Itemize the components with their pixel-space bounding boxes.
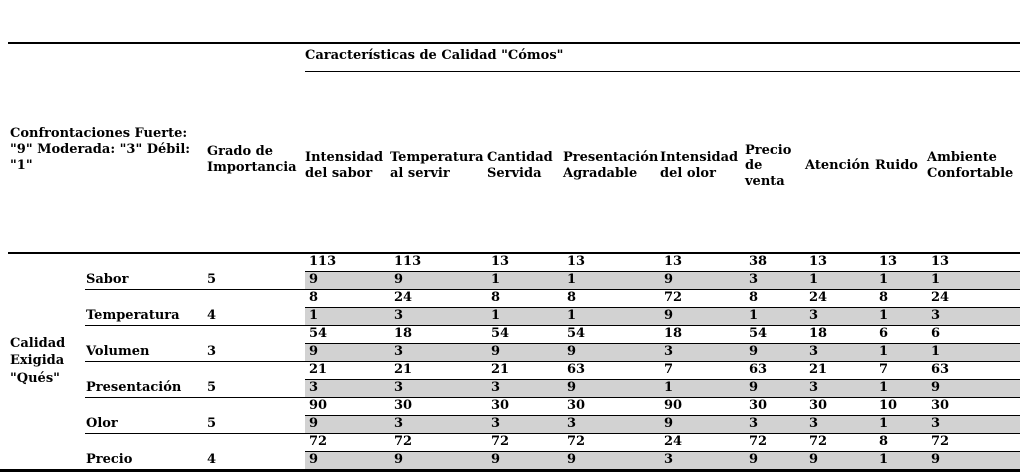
relation-value-cell: 3 — [491, 416, 501, 431]
relation-value-cell: 3 — [491, 380, 501, 395]
legend-text: Confrontaciones Fuerte: "9" Moderada: "3" Débil: "1" — [10, 125, 191, 174]
relation-value-cell: 9 — [309, 272, 319, 287]
relation-value-cell: 3 — [394, 416, 404, 431]
relation-value-cell: 1 — [567, 272, 577, 287]
column-header: Precio de venta — [745, 142, 792, 189]
relation-value-cell: 3 — [394, 380, 404, 395]
weighted-value-cell: 21 — [491, 362, 510, 377]
row-label: Volumen — [86, 344, 150, 359]
weighted-value-cell: 63 — [749, 362, 768, 377]
row-label: Precio — [86, 452, 133, 467]
relation-value-cell: 9 — [664, 272, 674, 287]
subrow-divider — [305, 451, 1020, 452]
relation-value-cell: 1 — [879, 452, 889, 467]
weighted-value-cell: 21 — [309, 362, 328, 377]
weighted-value-cell: 90 — [309, 398, 328, 413]
relation-value-cell: 1 — [879, 380, 889, 395]
title-underline — [305, 71, 1020, 72]
weighted-value-cell: 30 — [809, 398, 828, 413]
weighted-value-cell: 72 — [567, 434, 586, 449]
column-header: Cantidad Servida — [487, 150, 553, 181]
relation-value-cell: 3 — [931, 308, 941, 323]
importance-value: 3 — [207, 344, 217, 359]
weighted-value-cell: 72 — [394, 434, 413, 449]
importance-header — [207, 104, 302, 216]
weighted-value-cell: 30 — [567, 398, 586, 413]
weighted-value-cell: 30 — [491, 398, 510, 413]
weighted-value-cell: 72 — [931, 434, 950, 449]
relation-value-cell: 1 — [567, 308, 577, 323]
relation-value-cell: 9 — [394, 272, 404, 287]
weighted-value-cell: 18 — [394, 326, 413, 341]
relation-value-cell: 1 — [879, 344, 889, 359]
relation-value-cell: 1 — [879, 416, 889, 431]
column-header: Ambiente Confortable — [927, 150, 1014, 181]
relation-value-cell: 3 — [394, 344, 404, 359]
relation-value-cell: 9 — [931, 452, 941, 467]
weighted-value-cell: 30 — [931, 398, 950, 413]
column-header: Intensidad del sabor — [305, 150, 384, 181]
weighted-value-cell: 18 — [664, 326, 683, 341]
relation-value-cell: 1 — [491, 272, 501, 287]
weighted-value-cell: 24 — [664, 434, 683, 449]
relation-value-cell: 3 — [664, 452, 674, 467]
weighted-value-cell: 24 — [809, 290, 828, 305]
weighted-value-cell: 8 — [567, 290, 577, 305]
relation-value-cell: 9 — [931, 380, 941, 395]
relation-value-cell: 3 — [931, 416, 941, 431]
weighted-value-cell: 6 — [931, 326, 941, 341]
relation-value-cell: 3 — [809, 344, 819, 359]
relation-value-cell: 1 — [309, 308, 319, 323]
relation-value-cell: 9 — [567, 452, 577, 467]
relation-value-cell: 3 — [664, 344, 674, 359]
quality-characteristics-header: Características de Calidad "Cómos" — [305, 48, 564, 63]
weighted-value-cell: 54 — [567, 326, 586, 341]
importance-header-text: Grado de Importancia — [207, 143, 297, 175]
column-header: Atención — [805, 158, 870, 174]
relation-value-cell: 1 — [809, 272, 819, 287]
weighted-value-cell: 10 — [879, 398, 898, 413]
weighted-value-cell: 72 — [309, 434, 328, 449]
relation-value-cell: 1 — [931, 272, 941, 287]
row-label: Presentación — [86, 380, 182, 395]
relation-value-cell: 9 — [567, 344, 577, 359]
relation-value-cell: 1 — [749, 308, 759, 323]
weighted-value-cell: 54 — [749, 326, 768, 341]
relation-value-cell: 9 — [749, 380, 759, 395]
relation-value-cell: 3 — [749, 416, 759, 431]
column-header: Ruido — [875, 158, 918, 174]
row-label: Olor — [86, 416, 118, 431]
weighted-value-cell: 30 — [394, 398, 413, 413]
relation-value-cell: 3 — [309, 380, 319, 395]
weighted-value-cell: 8 — [749, 290, 759, 305]
legend-confrontaciones — [10, 94, 207, 206]
relation-value-cell: 9 — [809, 452, 819, 467]
weighted-value-cell: 8 — [309, 290, 319, 305]
weighted-value-cell: 72 — [809, 434, 828, 449]
subrow-divider — [305, 415, 1020, 416]
relation-value-cell: 9 — [491, 344, 501, 359]
weighted-value-cell: 13 — [809, 254, 828, 269]
top-rule — [8, 42, 1020, 44]
relation-value-cell: 3 — [749, 272, 759, 287]
relation-value-cell: 3 — [809, 308, 819, 323]
relation-value-cell: 3 — [809, 416, 819, 431]
weighted-value-cell: 54 — [309, 326, 328, 341]
relation-value-cell: 9 — [749, 344, 759, 359]
weighted-value-cell: 72 — [664, 290, 683, 305]
relation-value-cell: 3 — [809, 380, 819, 395]
relation-value-cell: 1 — [931, 344, 941, 359]
weighted-value-cell: 7 — [879, 362, 889, 377]
relation-value-cell: 9 — [664, 308, 674, 323]
importance-value: 5 — [207, 416, 217, 431]
weighted-value-cell: 113 — [394, 254, 422, 269]
weighted-value-cell: 63 — [931, 362, 950, 377]
importance-value: 5 — [207, 272, 217, 287]
weighted-value-cell: 24 — [931, 290, 950, 305]
relation-value-cell: 1 — [491, 308, 501, 323]
relation-value-cell: 3 — [567, 416, 577, 431]
weighted-value-cell: 13 — [567, 254, 586, 269]
relation-value-cell: 1 — [879, 272, 889, 287]
weighted-value-cell: 38 — [749, 254, 768, 269]
row-group-label-text: Calidad Exigida "Qués" — [10, 335, 66, 386]
relation-value-cell: 9 — [491, 452, 501, 467]
weighted-value-cell: 72 — [749, 434, 768, 449]
relation-value-cell: 9 — [309, 452, 319, 467]
weighted-value-cell: 8 — [491, 290, 501, 305]
weighted-value-cell: 21 — [809, 362, 828, 377]
relation-value-cell: 9 — [567, 380, 577, 395]
column-header: Presentación Agradable — [563, 150, 659, 181]
weighted-value-cell: 8 — [879, 290, 889, 305]
subrow-divider — [305, 379, 1020, 380]
weighted-value-cell: 13 — [491, 254, 510, 269]
relation-value-cell: 9 — [664, 416, 674, 431]
row-label: Temperatura — [86, 308, 180, 323]
weighted-value-cell: 8 — [879, 434, 889, 449]
row-label: Sabor — [86, 272, 129, 287]
column-header: Intensidad del olor — [660, 150, 739, 181]
weighted-value-cell: 6 — [879, 326, 889, 341]
weighted-value-cell: 7 — [664, 362, 674, 377]
relation-value-cell: 1 — [879, 308, 889, 323]
importance-value: 4 — [207, 308, 217, 323]
importance-value: 5 — [207, 380, 217, 395]
weighted-value-cell: 30 — [749, 398, 768, 413]
relation-value-cell: 9 — [309, 416, 319, 431]
weighted-value-cell: 24 — [394, 290, 413, 305]
column-header: Temperatura al servir — [390, 150, 484, 181]
weighted-value-cell: 63 — [567, 362, 586, 377]
relation-value-cell: 9 — [394, 452, 404, 467]
importance-value: 4 — [207, 452, 217, 467]
row-group-label — [10, 253, 86, 469]
subrow-divider — [305, 343, 1020, 344]
weighted-value-cell: 113 — [309, 254, 337, 269]
subrow-divider — [305, 307, 1020, 308]
relation-value-cell: 1 — [664, 380, 674, 395]
relation-value-cell: 3 — [394, 308, 404, 323]
weighted-value-cell: 90 — [664, 398, 683, 413]
weighted-value-cell: 18 — [809, 326, 828, 341]
weighted-value-cell: 13 — [664, 254, 683, 269]
bottom-rule — [0, 469, 1020, 472]
weighted-value-cell: 54 — [491, 326, 510, 341]
relation-value-cell: 9 — [309, 344, 319, 359]
weighted-value-cell: 13 — [879, 254, 898, 269]
weighted-value-cell: 13 — [931, 254, 950, 269]
relation-value-cell: 9 — [749, 452, 759, 467]
weighted-value-cell: 72 — [491, 434, 510, 449]
subrow-divider — [305, 271, 1020, 272]
weighted-value-cell: 21 — [394, 362, 413, 377]
